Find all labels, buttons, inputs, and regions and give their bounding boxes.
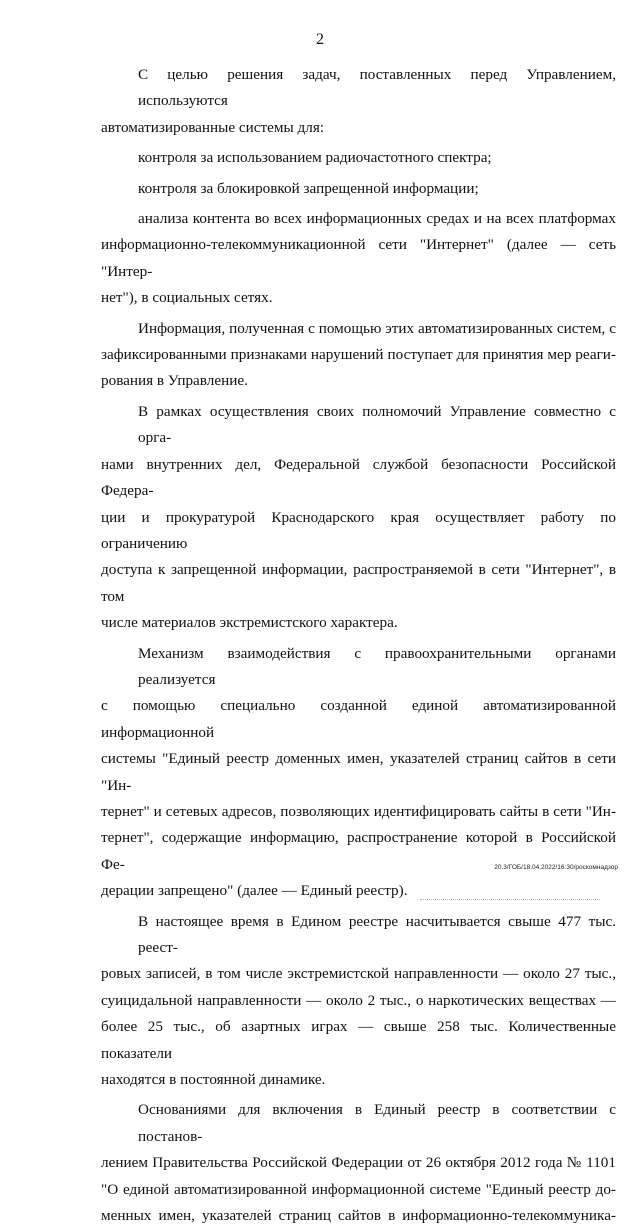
text-line: автоматизированные системы для: [101,118,325,136]
document-body [101,62,616,1229]
text-line: анализа контента во всех информационных средах и на всех платформах [138,210,616,228]
text-line: рования в Управление. [101,372,248,390]
paragraph-cooperation [101,399,616,637]
list-item-radio-spectrum: контроля за использованием радиочастотного спектра; [138,149,492,167]
scan-artifact [420,899,600,901]
text-line: В настоящее время в Едином реестре насчитывается свыше 477 тыс. реест- [138,912,616,956]
text-line: Механизм взаимодействия с правоохранительными органами реализуется [138,644,616,688]
text-line: Основаниями для включения в Единый реестр в соответствии с постанов- [138,1101,616,1145]
text-line: лением Правительства Российской Федерации от 26 октября 2012 года № 1101 [101,1154,616,1172]
text-line: Информация, полученная с помощью этих автоматизированных систем, с [138,319,616,337]
text-line: дерации запрещено" (далее — Единый реестр). [101,882,408,900]
text-line: "О единой автоматизированной информационной системе "Единый реестр до- [101,1180,616,1198]
text-line: более 25 тыс., об азартных играх — свыше 258 тыс. Количественные показатели [101,1018,616,1062]
paragraph-information [101,316,616,395]
text-line: числе материалов экстремистского характера. [101,614,398,632]
text-line: нами внутренних дел, Федеральной службой безопасности Российской Федера- [101,455,616,500]
text-line: С целью решения задач, поставленных перед Управлением, используются [138,66,616,110]
text-line: зафиксированными признаками нарушений поступает для принятия мер реаги- [101,346,616,364]
text-line: ровых записей, в том числе экстремистской направленности — около 27 тыс., [101,965,616,983]
text-line: ции и прокуратурой Краснодарского края осуществляет работу по ограничению [101,508,616,552]
text-line: менных имен, указателей страниц сайтов в информационно-телекоммуника- [101,1207,616,1225]
page-number: 2 [316,31,324,48]
text-line: В рамках осуществления своих полномочий Управление совместно с орга- [138,402,616,447]
text-line: нет"), в социальных сетях. [101,289,273,307]
document-registration-stamp: 20.3/ГОБ/18.04.2022/16:30/роскомнадзор [494,864,618,871]
text-line: находятся в постоянной динамике. [101,1071,326,1089]
text-line: доступа к запрещенной информации, распространяемой в сети "Интернет", в том [101,561,616,605]
text-line: с помощью специально созданной единой автоматизированной информационной [101,697,616,741]
text-line: суицидальной направленности — около 2 тыс., о наркотических веществах — [101,991,616,1009]
text-line: тернет" и сетевых адресов, позволяющих идентифицировать сайты в сети "Ин- [101,802,616,820]
list-item-blocking-control: контроля за блокировкой запрещенной информации; [138,179,479,197]
paragraph-intro [101,62,616,141]
text-line: тернет", содержащие информацию, распространение которой в Российской Фе- [101,829,616,873]
text-line: системы "Единый реестр доменных имен, указателей страниц сайтов в сети "Ин- [101,750,616,794]
text-line: информационно-телекоммуникационной сети "Интернет" (далее — сеть "Интер- [101,236,616,280]
paragraph-registry-stats [101,909,616,1094]
paragraph-content-analysis [101,206,616,312]
paragraph-grounds [101,1097,616,1229]
